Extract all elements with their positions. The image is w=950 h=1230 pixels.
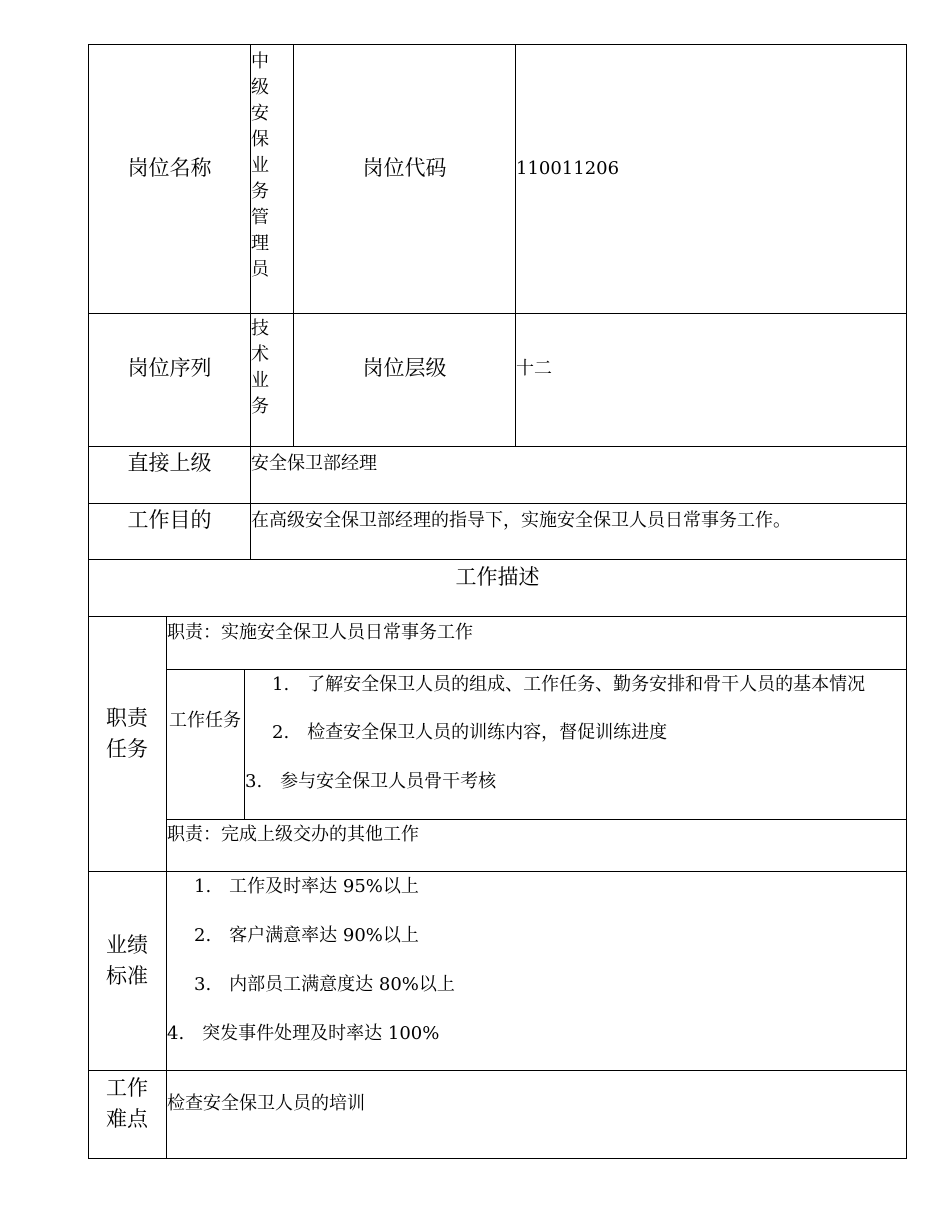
col-divider (166, 616, 167, 1159)
row-divider (88, 313, 907, 314)
position-name-value: 中级安保业务管理员 (251, 51, 269, 280)
performance-item-2: 2. 客户满意率达 90%以上 (194, 925, 419, 946)
duty-1: 职责：实施安全保卫人员日常事务工作 (167, 622, 473, 643)
performance-item-1: 1. 工作及时率达 95%以上 (194, 876, 419, 897)
row-divider (166, 819, 907, 820)
duties-label: 职责任务 (106, 706, 148, 761)
purpose-value: 在高级安全保卫部经理的指导下，实施安全保卫人员日常事务工作。 (251, 510, 791, 531)
position-series-label: 岗位序列 (127, 356, 212, 380)
col-divider (244, 669, 245, 820)
position-code-label: 岗位代码 (362, 156, 447, 180)
position-name-label: 岗位名称 (127, 156, 212, 180)
performance-label: 业绩标准 (106, 933, 148, 988)
col-divider (293, 44, 294, 447)
row-divider (88, 1070, 907, 1071)
row-divider (88, 559, 907, 560)
border-top (88, 44, 907, 45)
position-code-value: 110011206 (516, 158, 620, 179)
task-item-3: 3. 参与安全保卫人员骨干考核 (245, 771, 497, 792)
position-series-value: 技术业务 (251, 318, 269, 417)
border-bottom (88, 1158, 907, 1159)
section-title: 工作描述 (455, 565, 540, 589)
purpose-label: 工作目的 (127, 508, 212, 532)
row-divider (88, 446, 907, 447)
supervisor-value: 安全保卫部经理 (251, 453, 377, 474)
border-left (88, 44, 89, 1159)
tasks-label: 工作任务 (169, 710, 241, 731)
col-divider (515, 44, 516, 447)
performance-item-4: 4. 突发事件处理及时率达 100% (167, 1023, 440, 1044)
row-divider (166, 669, 907, 670)
border-right (906, 44, 907, 1159)
task-item-2: 2. 检查安全保卫人员的训练内容，督促训练进度 (272, 722, 668, 743)
row-divider (88, 503, 907, 504)
row-divider (88, 871, 907, 872)
task-item-1: 1. 了解安全保卫人员的组成、工作任务、勤务安排和骨干人员的基本情况 (272, 674, 866, 695)
difficulty-value: 检查安全保卫人员的培训 (167, 1093, 365, 1114)
row-divider (88, 616, 907, 617)
performance-item-3: 3. 内部员工满意度达 80%以上 (194, 974, 455, 995)
position-level-value: 十二 (516, 358, 552, 379)
position-level-label: 岗位层级 (362, 356, 447, 380)
difficulty-label: 工作难点 (106, 1076, 148, 1131)
duty-2: 职责：完成上级交办的其他工作 (167, 824, 419, 845)
supervisor-label: 直接上级 (127, 451, 212, 475)
